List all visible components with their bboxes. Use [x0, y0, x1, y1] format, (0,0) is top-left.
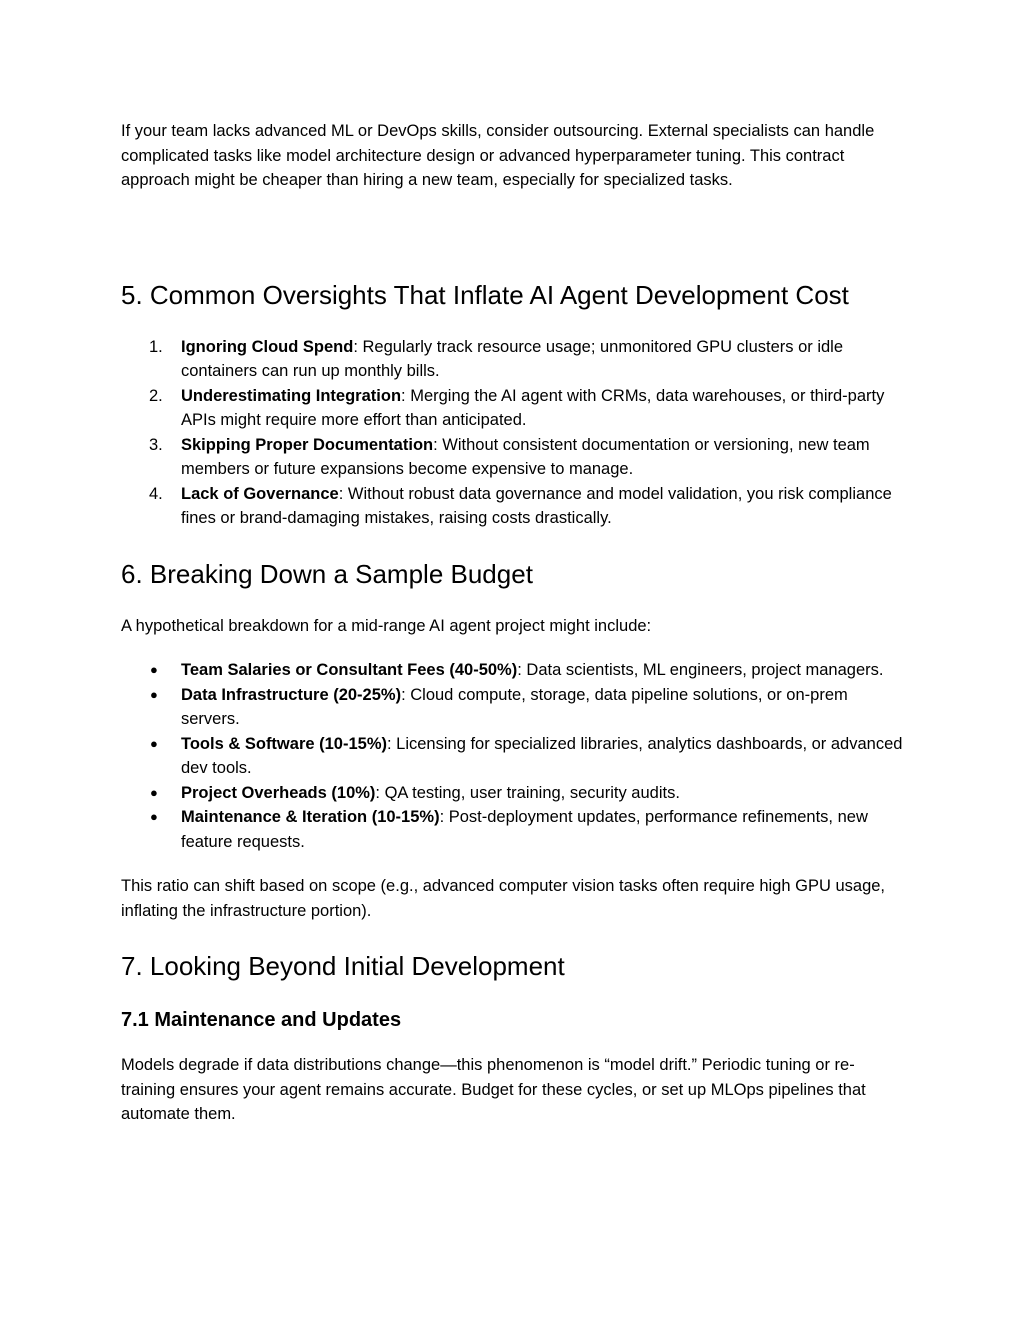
budget-list [121, 658, 904, 854]
list-item [121, 335, 904, 384]
item-text: : Cloud compute, storage, data pipeline solutions, or on-prem servers. [181, 685, 848, 728]
item-text: : Regularly track resource usage; unmonitored GPU clusters or idle containers can run up monthly bills. [181, 337, 844, 380]
item-term: Underestimating Integration [181, 386, 402, 405]
item-text: : Merging the AI agent with CRMs, data warehouses, or third-party APIs might require more effort than anticipated. [181, 386, 885, 429]
list-number: 1. [149, 337, 163, 356]
list-item [121, 384, 904, 433]
bullet-icon: ● [150, 784, 158, 800]
list-item [121, 805, 904, 854]
intro-paragraph: If your team lacks advanced ML or DevOps skills, consider outsourcing. External specialists can handle complicated tasks like model architecture design or advanced hyperparameter tuning. This contract approach might be cheaper than hiring a new team, especially for specialized tasks. [121, 122, 875, 189]
section-7-heading: 7. Looking Beyond Initial Development [121, 951, 565, 981]
bullet-icon: ● [150, 735, 158, 751]
list-item [121, 781, 904, 806]
item-term: Maintenance & Iteration (10-15%) [181, 808, 440, 826]
item-term: Skipping Proper Documentation [181, 435, 434, 454]
item-text: : Post-deployment updates, performance refinements, new feature requests. [181, 808, 868, 851]
budget-note-paragraph: This ratio can shift based on scope (e.g., advanced computer vision tasks often require high GPU usage, inflating the infrastructure portion). [121, 877, 886, 920]
list-number: 4. [149, 484, 163, 503]
item-term: Project Overheads (10%) [181, 783, 376, 802]
bullet-icon: ● [150, 686, 158, 702]
oversights-list [121, 335, 904, 531]
item-text: : Licensing for specialized libraries, analytics dashboards, or advanced dev tools. [181, 734, 903, 777]
item-text: : Without consistent documentation or versioning, new team members or future expansions become expensive to manage. [181, 435, 870, 478]
budget-intro-paragraph: A hypothetical breakdown for a mid-range AI agent project might include: [121, 616, 652, 635]
item-term: Lack of Governance [181, 484, 339, 503]
list-item [121, 658, 904, 683]
item-text: : Data scientists, ML engineers, project managers. [517, 661, 884, 679]
item-term: Tools & Software (10-15%) [181, 734, 387, 753]
bullet-icon: ● [150, 809, 158, 824]
list-number: 2. [149, 386, 163, 405]
bullet-icon: ● [150, 662, 158, 677]
list-number: 3. [149, 435, 163, 454]
maintenance-paragraph: Models degrade if data distributions change—this phenomenon is “model drift.” Periodic tuning or re-training ensures your agent remains accurate. Budget for these cycles, or set up MLOps pipelines that automate them. [121, 1056, 866, 1123]
list-item [121, 482, 904, 531]
item-text: : Without robust data governance and model validation, you risk compliance fines or brand-damaging mistakes, raising costs drastically. [181, 484, 892, 527]
section-7-1-heading: 7.1 Maintenance and Updates [121, 1009, 402, 1031]
section-6-heading: 6. Breaking Down a Sample Budget [121, 558, 533, 589]
item-term: Data Infrastructure (20-25%) [181, 685, 402, 704]
item-term: Ignoring Cloud Spend [181, 337, 354, 356]
section-5-heading: 5. Common Oversights That Inflate AI Agent Development Cost [121, 279, 849, 310]
item-term: Team Salaries or Consultant Fees (40-50%) [181, 661, 518, 679]
list-item [121, 683, 904, 732]
item-text: : QA testing, user training, security audits. [375, 783, 680, 802]
list-item [121, 732, 904, 781]
list-item [121, 433, 904, 482]
